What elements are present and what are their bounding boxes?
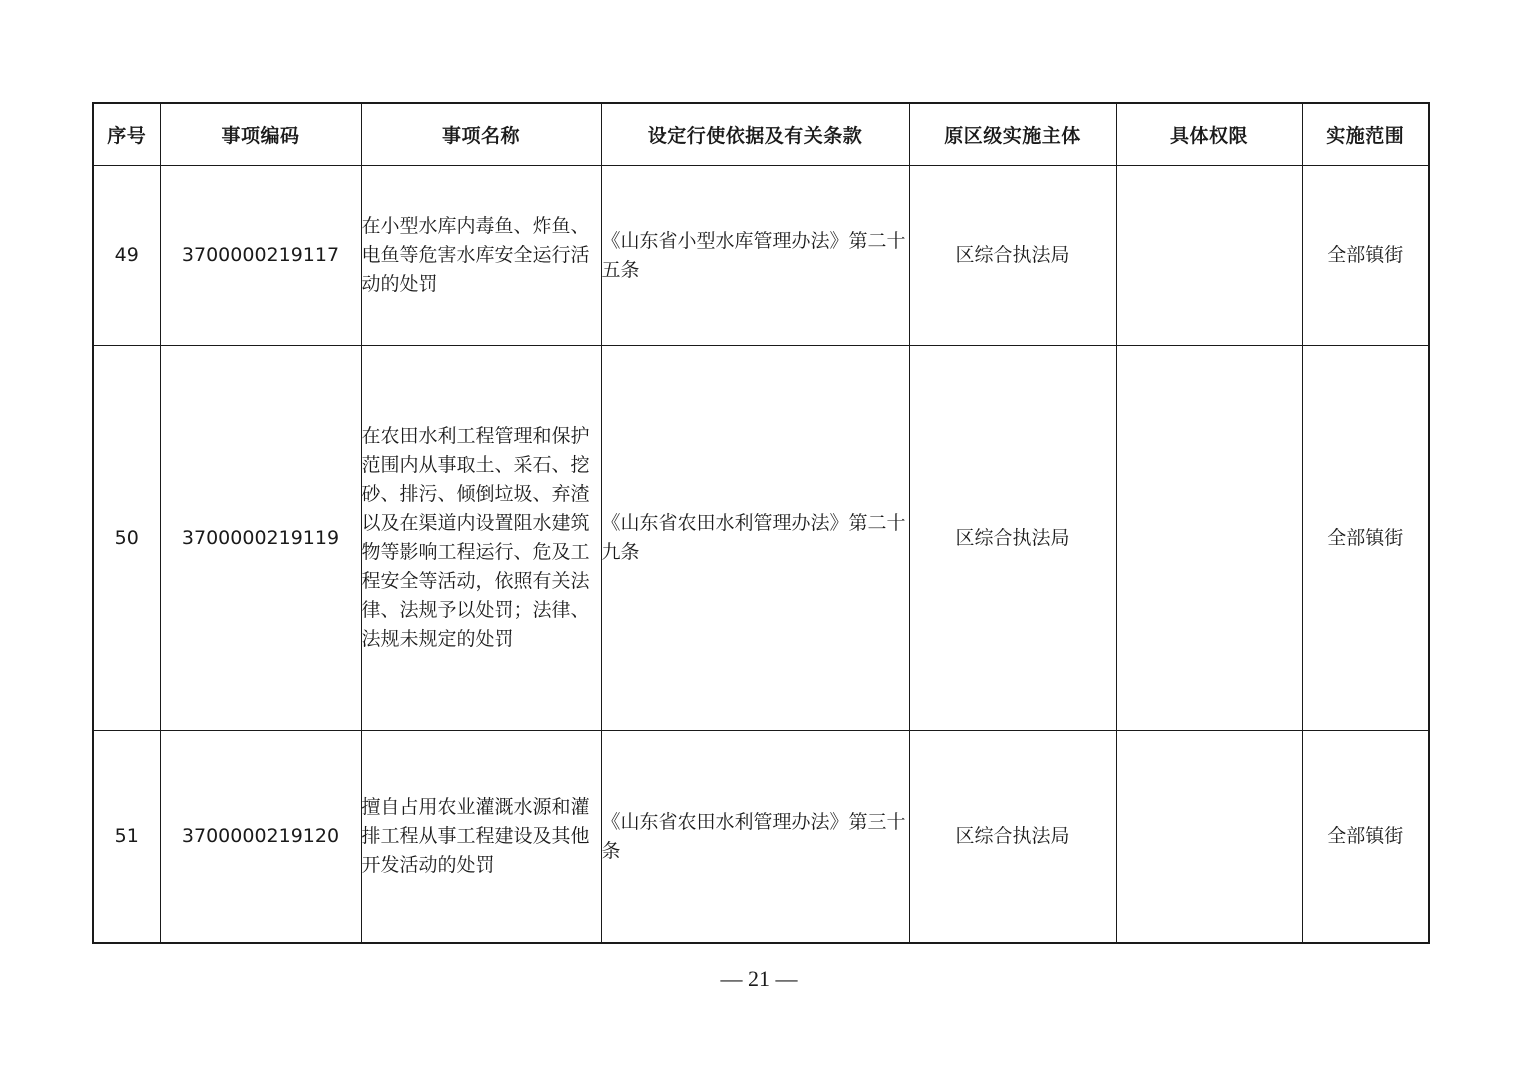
header-basis: 设定行使依据及有关条款 — [601, 103, 909, 166]
cell-subject: 区综合执法局 — [909, 346, 1116, 731]
header-scope: 实施范围 — [1302, 103, 1429, 166]
page-number: — 21 — — [720, 966, 798, 991]
cell-seq: 50 — [93, 346, 160, 731]
table-body — [93, 166, 1429, 944]
cell-authority — [1116, 731, 1302, 944]
cell-seq: 51 — [93, 731, 160, 944]
header-name: 事项名称 — [361, 103, 601, 166]
header-code: 事项编码 — [160, 103, 361, 166]
cell-basis: 《山东省小型水库管理办法》第二十五条 — [601, 166, 909, 346]
cell-code: 3700000219117 — [160, 166, 361, 346]
cell-basis: 《山东省农田水利管理办法》第二十九条 — [601, 346, 909, 731]
cell-authority — [1116, 166, 1302, 346]
cell-code: 3700000219119 — [160, 346, 361, 731]
table-row — [93, 346, 1429, 731]
cell-scope: 全部镇街 — [1302, 731, 1429, 944]
table-row — [93, 731, 1429, 944]
cell-code: 3700000219120 — [160, 731, 361, 944]
matters-table — [92, 102, 1430, 944]
header-subject: 原区级实施主体 — [909, 103, 1116, 166]
header-authority: 具体权限 — [1116, 103, 1302, 166]
table-header — [93, 103, 1429, 166]
cell-basis: 《山东省农田水利管理办法》第三十条 — [601, 731, 909, 944]
header-seq: 序号 — [93, 103, 160, 166]
cell-authority — [1116, 346, 1302, 731]
table-row — [93, 166, 1429, 346]
cell-scope: 全部镇街 — [1302, 166, 1429, 346]
cell-name: 在农田水利工程管理和保护范围内从事取土、采石、挖砂、排污、倾倒垃圾、弃渣以及在渠道内设置阻水建筑物等影响工程运行、危及工程安全等活动，依照有关法律、法规予以处罚；法律、法规未规定的处罚 — [361, 346, 601, 731]
cell-name: 擅自占用农业灌溉水源和灌排工程从事工程建设及其他开发活动的处罚 — [361, 731, 601, 944]
header-row — [93, 103, 1429, 166]
cell-subject: 区综合执法局 — [909, 166, 1116, 346]
cell-name: 在小型水库内毒鱼、炸鱼、电鱼等危害水库安全运行活动的处罚 — [361, 166, 601, 346]
cell-scope: 全部镇街 — [1302, 346, 1429, 731]
cell-subject: 区综合执法局 — [909, 731, 1116, 944]
cell-seq: 49 — [93, 166, 160, 346]
